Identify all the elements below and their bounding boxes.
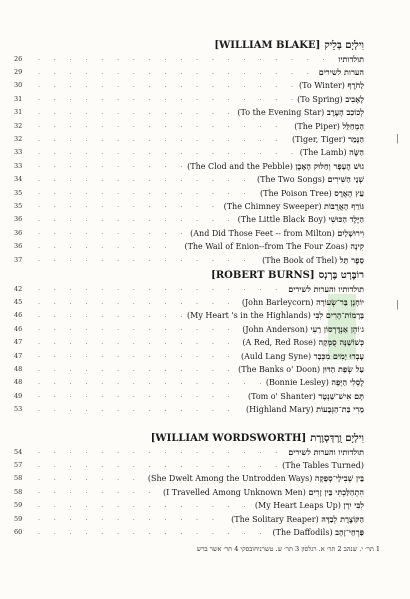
page-number: 34 bbox=[14, 175, 23, 184]
entry-title-hebrew: הִתְהַלַּכְתִּי בֵּין זָרִים bbox=[308, 486, 364, 497]
dot-leader bbox=[38, 462, 278, 469]
entry-title bbox=[190, 228, 364, 238]
entry-title bbox=[288, 284, 364, 294]
dot-leader bbox=[38, 55, 334, 62]
entry-title-hebrew: הַנָּמֵר bbox=[348, 134, 364, 145]
toc-entry bbox=[14, 458, 364, 471]
entry-title bbox=[338, 54, 364, 64]
entry-title-english: (And Did Those Feet -- from Milton) bbox=[190, 228, 335, 238]
dot-leader bbox=[38, 502, 251, 509]
dot-leader bbox=[38, 109, 233, 116]
page-number: 33 bbox=[14, 161, 23, 170]
page-number: 30 bbox=[14, 81, 23, 90]
entry-title-hebrew: סֵפֶר תֵּל bbox=[339, 254, 364, 265]
entry-title-hebrew: לְכוֹכַב הָעֶרֶב bbox=[326, 107, 364, 118]
dot-leader bbox=[38, 136, 288, 143]
toc-entry bbox=[14, 186, 364, 199]
dot-leader bbox=[38, 162, 183, 169]
dot-leader bbox=[38, 69, 315, 76]
entry-title bbox=[163, 487, 364, 497]
entry-title bbox=[242, 324, 364, 334]
entry-title-hebrew: לִבִּי יִרָן bbox=[343, 500, 364, 511]
section-header bbox=[14, 431, 364, 445]
page-number: 31 bbox=[14, 94, 23, 103]
entry-title bbox=[260, 188, 364, 198]
entry-title-english: (Tiger, Tiger) bbox=[291, 135, 346, 145]
page-number: 35 bbox=[14, 201, 23, 210]
entry-title-english: (The Piper) bbox=[294, 121, 340, 131]
dot-leader bbox=[38, 243, 180, 250]
section-header-hebrew: רוֹבֶּרְט בֶּרְנְס bbox=[318, 269, 364, 281]
page-number: 48 bbox=[14, 378, 23, 387]
entry-title-hebrew: עַל שְׂפַת הַדּוּן bbox=[322, 364, 364, 375]
page-number: 58 bbox=[14, 487, 23, 496]
entry-title-english: (Bonnie Lesley) bbox=[265, 378, 329, 388]
entry-title-english: (The Solitary Reaper) bbox=[231, 514, 319, 524]
page-number: 60 bbox=[14, 528, 23, 537]
entry-title-english: (Auld Lang Syne) bbox=[240, 351, 312, 361]
entry-title-hebrew: תולדותיו bbox=[338, 53, 364, 64]
page-number: 59 bbox=[14, 501, 23, 510]
entry-title-hebrew: עָבְרוּ יָמִים מִכְּבָר bbox=[313, 350, 364, 361]
page-number: 36 bbox=[14, 215, 23, 224]
entry-title bbox=[292, 134, 364, 144]
section-header bbox=[14, 268, 364, 282]
entry-title-english: (To Winter) bbox=[299, 81, 345, 91]
entry-title-english: (The Poison Tree) bbox=[260, 188, 332, 198]
toc-entry bbox=[14, 376, 364, 389]
entry-title bbox=[255, 500, 364, 510]
entry-title-hebrew: תולדותיו והערות לשירים bbox=[288, 283, 364, 294]
entry-title-english: (The Clod and the Pebble) bbox=[187, 161, 293, 171]
toc-entry bbox=[14, 92, 364, 105]
entry-title bbox=[297, 94, 364, 104]
entry-title bbox=[300, 147, 364, 157]
entry-title bbox=[294, 121, 364, 131]
entry-title bbox=[242, 297, 364, 307]
toc-entry bbox=[14, 199, 364, 212]
entry-title bbox=[248, 391, 364, 401]
section-header-english: [WILLIAM BLAKE] bbox=[214, 39, 321, 51]
entry-title-hebrew: הַמְחַלֵּל bbox=[342, 120, 364, 131]
toc-entry bbox=[14, 403, 364, 416]
dot-leader bbox=[38, 529, 269, 536]
dot-leader bbox=[38, 475, 144, 482]
dot-leader bbox=[38, 285, 284, 292]
toc-entry bbox=[14, 226, 364, 239]
dot-leader bbox=[38, 149, 296, 156]
page-number: 46 bbox=[14, 311, 23, 320]
dot-leader bbox=[38, 82, 295, 89]
toc-entry bbox=[14, 445, 364, 458]
page-number: 32 bbox=[14, 135, 23, 144]
dot-leader bbox=[38, 352, 237, 359]
entry-title-english: (To Spring) bbox=[297, 94, 343, 104]
toc-entry bbox=[14, 322, 364, 335]
dot-leader bbox=[38, 325, 238, 332]
dot-leader bbox=[38, 122, 290, 129]
dot-leader bbox=[38, 176, 253, 183]
section-header-hebrew: וִילְיָם וֻרְדְּסְוֶרְת bbox=[310, 432, 364, 444]
entry-title bbox=[184, 241, 364, 251]
entry-title-hebrew: הערות לשירים bbox=[318, 67, 364, 78]
dot-leader bbox=[38, 379, 262, 386]
page-number: 57 bbox=[14, 461, 23, 470]
entry-title-hebrew: הַשֶּׂה bbox=[349, 147, 364, 158]
entry-title-english: (I Travelled Among Unknown Men) bbox=[162, 487, 306, 497]
entry-title-english: (She Dwelt Among the Untrodden Ways) bbox=[147, 474, 313, 484]
page-number: 54 bbox=[14, 447, 23, 456]
entry-title-hebrew: בָּרָמוֹת־הָרִים לִבִּי bbox=[313, 310, 364, 321]
entry-title bbox=[262, 255, 364, 265]
page-number: 48 bbox=[14, 365, 23, 374]
entry-title-english: (The Book of Thel) bbox=[262, 255, 338, 265]
toc-entry bbox=[14, 349, 364, 362]
entry-title-hebrew: פַּרְחֵי־זָהָב bbox=[335, 527, 364, 538]
toc-entry bbox=[14, 132, 364, 145]
entry-title-hebrew: עֵץ הָאֶרֶס bbox=[334, 187, 364, 198]
entry-title-english: (The Daffodils) bbox=[272, 528, 333, 538]
dot-leader bbox=[38, 366, 234, 373]
entry-title bbox=[187, 310, 364, 320]
entry-title-english: (The Wail of Enion--from The Four Zoas) bbox=[184, 242, 348, 252]
page-number: 36 bbox=[14, 228, 23, 237]
toc-entry bbox=[14, 173, 364, 186]
toc-entry bbox=[14, 525, 364, 538]
section-robert-burns bbox=[14, 268, 364, 416]
section-header-hebrew: וִילְיָם בְּלֵיק bbox=[324, 39, 364, 51]
entry-title-hebrew: לֶסְלִי הַיָּפָה bbox=[331, 377, 364, 388]
entry-title bbox=[237, 107, 364, 117]
entry-title-hebrew: כְּשׁוֹשַׁנָּה סֻמְּקָה bbox=[318, 337, 364, 348]
toc-entry bbox=[14, 146, 364, 159]
page-number: 47 bbox=[14, 338, 23, 347]
toc-entry bbox=[14, 52, 364, 65]
page-number: 42 bbox=[14, 284, 23, 293]
dot-leader bbox=[38, 95, 293, 102]
dot-leader bbox=[38, 515, 227, 522]
entry-title-english: (The Tables Turned) bbox=[282, 461, 364, 471]
entry-title bbox=[266, 377, 364, 387]
entry-title-english: (John Barleycorn) bbox=[241, 298, 314, 308]
page-number: 45 bbox=[14, 298, 23, 307]
dot-leader bbox=[38, 339, 238, 346]
dot-leader bbox=[38, 299, 238, 306]
page-number: 26 bbox=[14, 54, 23, 63]
toc-entry bbox=[14, 106, 364, 119]
entry-title-hebrew: גוּשׁ הֶעָפָר וְחַלּוּק הָאֶבֶן bbox=[295, 160, 364, 171]
entry-title bbox=[282, 460, 364, 470]
entry-title bbox=[241, 351, 364, 361]
page-number: 37 bbox=[14, 255, 23, 264]
entry-title bbox=[288, 447, 364, 457]
page-number: 31 bbox=[14, 108, 23, 117]
entry-title-hebrew: יוֹחָנָן בַּר־שְׂעוֹרָה bbox=[316, 297, 364, 308]
toc-entry bbox=[14, 485, 364, 498]
page-number: 35 bbox=[14, 188, 23, 197]
page-number: 36 bbox=[14, 242, 23, 251]
entry-title-english: (A Red, Red Rose) bbox=[242, 338, 316, 348]
dot-leader bbox=[38, 189, 256, 196]
entry-title bbox=[238, 214, 364, 224]
entry-title-hebrew: תולדותיו והערות לשירים bbox=[288, 446, 364, 457]
entry-title-english: (The Lamb) bbox=[299, 148, 347, 158]
toc-entry bbox=[14, 79, 364, 92]
page-number: 59 bbox=[14, 514, 23, 523]
toc-entry bbox=[14, 389, 364, 402]
page-number: 46 bbox=[14, 324, 23, 333]
toc-entry bbox=[14, 499, 364, 512]
toc-entry bbox=[14, 253, 364, 266]
entry-title-hebrew: מֵרִי בַּת־הַגְּבָעוֹת bbox=[316, 404, 364, 415]
entry-title bbox=[273, 527, 364, 537]
entry-title-english: (To the Evening Star) bbox=[237, 108, 325, 118]
toc-entry bbox=[14, 309, 364, 322]
entry-title bbox=[246, 404, 364, 414]
toc-entry bbox=[14, 295, 364, 308]
toc-entry bbox=[14, 336, 364, 349]
dot-leader bbox=[38, 229, 186, 236]
entry-title bbox=[242, 337, 364, 347]
dot-leader bbox=[38, 216, 234, 223]
margin-mark: | bbox=[396, 300, 400, 310]
section-header-english: [WILLIAM WORDSWORTH] bbox=[150, 432, 307, 444]
entry-title-english: (My Heart Leaps Up) bbox=[254, 501, 341, 511]
entry-title-hebrew: לַחֹרֶף bbox=[347, 80, 364, 91]
footnotes: 1 תר׳ י. שנהב 2 תר׳ א. רגלסון 3 תר׳ ש. טשרניחובסקי 4 תר׳ אשר ברש bbox=[196, 545, 380, 553]
entry-title-english: (The Chimney Sweeper) bbox=[223, 201, 322, 211]
entry-title-english: (Tom o' Shanter) bbox=[248, 391, 316, 401]
entry-title-hebrew: בֵּין שְׁבִילֵי־סְפֵקָה bbox=[314, 473, 364, 484]
entry-title-hebrew: הַיֶּלֶד הַכּוּשִׁי bbox=[328, 214, 364, 225]
page-number: 32 bbox=[14, 121, 23, 130]
entry-title-hebrew: ג׳וֹהְן אַנְדֶּרְסוֹן רֵעִי bbox=[310, 323, 364, 334]
toc-entry bbox=[14, 239, 364, 252]
section-header-english: [ROBERT BURNS] bbox=[211, 269, 315, 281]
toc-entry bbox=[14, 119, 364, 132]
entry-title bbox=[231, 514, 364, 524]
dot-leader bbox=[38, 392, 244, 399]
entry-title-hebrew: קִינָה bbox=[350, 241, 364, 252]
entry-title-hebrew: גּוֹרֵף הָאֲרֻבּוֹת bbox=[324, 200, 364, 211]
page-number: 47 bbox=[14, 351, 23, 360]
entry-title bbox=[148, 473, 364, 483]
dot-leader bbox=[38, 488, 159, 495]
dot-leader bbox=[38, 448, 284, 455]
entry-title-english: (John Anderson) bbox=[242, 324, 308, 334]
margin-mark: | bbox=[396, 134, 400, 144]
toc-entry bbox=[14, 159, 364, 172]
section-header bbox=[14, 38, 364, 52]
entry-title bbox=[224, 201, 364, 211]
toc-entry bbox=[14, 65, 364, 78]
entry-title-hebrew: שְׁנֵי הַשִּׁירִים bbox=[327, 174, 364, 185]
entry-title bbox=[187, 161, 364, 171]
section-william-wordsworth bbox=[14, 431, 364, 539]
entry-title bbox=[299, 80, 364, 90]
page-number: 49 bbox=[14, 391, 23, 400]
toc-entry bbox=[14, 213, 364, 226]
entry-title bbox=[257, 174, 364, 184]
entry-title-english: (The Banks o' Doon) bbox=[238, 365, 321, 375]
entry-title-english: (The Two Songs) bbox=[256, 175, 325, 185]
entry-title-hebrew: הַקּוֹצֶרֶת לְבַדָּהּ bbox=[321, 513, 364, 524]
entry-title-english: (Highland Mary) bbox=[246, 405, 314, 415]
toc-entry bbox=[14, 282, 364, 295]
entry-title-english: (The Little Black Boy) bbox=[237, 215, 327, 225]
toc-entry bbox=[14, 472, 364, 485]
toc-entry bbox=[14, 362, 364, 375]
section-william-blake bbox=[14, 38, 364, 266]
page-number: 58 bbox=[14, 474, 23, 483]
dot-leader bbox=[38, 256, 258, 263]
entry-title bbox=[238, 364, 364, 374]
dot-leader bbox=[38, 202, 220, 209]
dot-leader bbox=[38, 312, 183, 319]
page-number: 53 bbox=[14, 405, 23, 414]
entry-title-hebrew: לָאָבִיב bbox=[345, 93, 364, 104]
entry-title-english: (My Heart 's in the Highlands) bbox=[187, 311, 311, 321]
entry-title bbox=[319, 67, 364, 77]
toc-entry bbox=[14, 512, 364, 525]
entry-title-hebrew: תָּם אִישׁ־שַׁנְטֶר bbox=[318, 390, 364, 401]
page-number: 29 bbox=[14, 68, 23, 77]
entry-title-hebrew: וִירוּשָׁלַיִם bbox=[337, 227, 364, 238]
dot-leader bbox=[38, 406, 242, 413]
page-number: 33 bbox=[14, 148, 23, 157]
